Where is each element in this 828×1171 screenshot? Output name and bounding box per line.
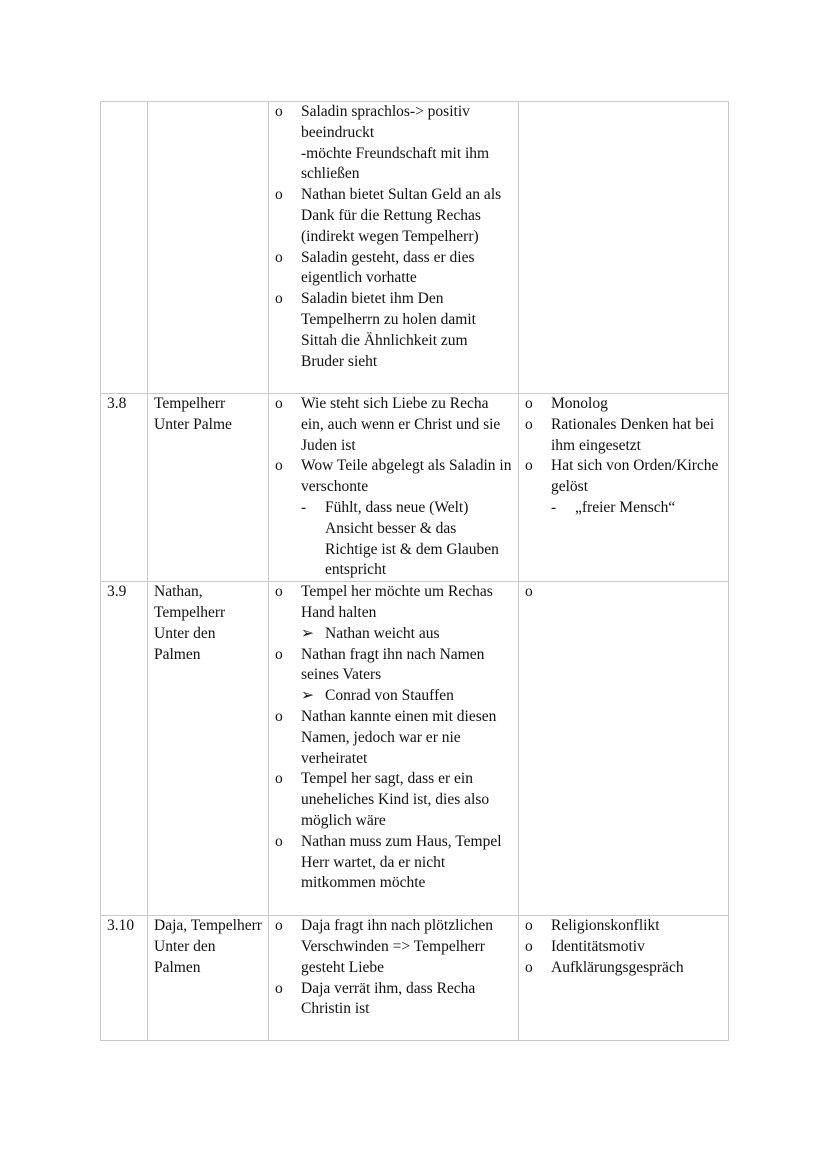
item-text: Daja verrät ihm, dass Recha Christin ist: [301, 979, 476, 1018]
scene-number-cell: [101, 394, 148, 582]
list-item: [275, 102, 512, 185]
list-item: [275, 582, 512, 624]
table-row: [101, 102, 729, 394]
sub-item: [551, 498, 722, 519]
content-list: [275, 916, 512, 1020]
list-item: [525, 394, 722, 415]
scene-number-cell: [101, 916, 148, 1041]
persons-cell: [148, 916, 269, 1041]
arrow-marker-icon: ➢: [301, 687, 314, 705]
item-text: Tempel her möchte um Rechas Hand halten: [301, 583, 493, 621]
item-text: Tempel her sagt, dass er ein uneheliches Kind ist, dies also möglich wäre: [301, 770, 490, 829]
content-cell: [269, 916, 519, 1041]
item-text: Nathan fragt ihn nach Namen seines Vaters: [301, 645, 485, 684]
list-item: [275, 394, 512, 456]
sub-item: [301, 624, 512, 645]
content-list: [275, 102, 512, 372]
list-item: [275, 289, 512, 372]
list-item: [275, 645, 512, 687]
notes-list: [525, 916, 722, 978]
list-item: [275, 185, 512, 247]
table-row: [101, 582, 729, 916]
content-list: [275, 394, 512, 498]
scene-table: [100, 101, 729, 1041]
sub-item-text: Fühlt, dass neue (Welt) Ansicht besser & das Richtige ist & dem Glauben entspricht: [325, 498, 499, 579]
persons-text: Nathan, Tempelherr Unter den Palmen: [154, 583, 226, 663]
list-item: [275, 456, 512, 498]
content-list: [275, 582, 512, 624]
item-text: Nathan bietet Sultan Geld an als Dank für die Rettung Rechas (indirekt wegen Tempelherr): [301, 186, 502, 245]
list-item: [275, 916, 512, 978]
dash-marker: -: [301, 498, 307, 516]
persons-text: Daja, Tempelherr Unter den Palmen: [154, 917, 262, 976]
item-text: Aufklärungsgespräch: [551, 958, 684, 976]
item-text: Saladin bietet ihm Den Tempelherrn zu holen damit Sittah die Ähnlichkeit zum Bruder sieht: [301, 290, 476, 370]
list-item: [525, 937, 722, 958]
list-item: [275, 707, 512, 769]
table-row: [101, 916, 729, 1041]
scene-number-cell: [101, 102, 148, 394]
content-cell: [269, 582, 519, 916]
list-item: [525, 415, 722, 457]
notes-cell: [519, 582, 729, 916]
scene-number: 3.8: [107, 395, 127, 412]
scene-number: 3.9: [107, 583, 127, 601]
content-list: [275, 707, 512, 894]
notes-cell: [519, 394, 729, 582]
content-cell: [269, 394, 519, 582]
scene-number: 3.10: [107, 917, 135, 935]
arrow-marker-icon: ➢: [301, 624, 314, 642]
item-text: Nathan muss zum Haus, Tempel Herr wartet, da er nicht mitkommen möchte: [301, 832, 502, 892]
list-item: [275, 979, 512, 1021]
item-text: Nathan kannte einen mit diesen Namen, jedoch war er nie verheiratet: [301, 707, 497, 767]
sub-item-text: Nathan weicht aus: [325, 624, 440, 642]
persons-cell: [148, 394, 269, 582]
notes-cell: [519, 916, 729, 1041]
item-text: Wow Teile abgelegt als Saladin in verschonte: [301, 457, 512, 496]
item-text: Daja fragt ihn nach plötzlichen Verschwinden => Tempelherr gesteht Liebe: [301, 917, 493, 976]
persons-cell: [148, 582, 269, 916]
persons-cell: [148, 102, 269, 394]
sub-item: [301, 686, 512, 707]
notes-list: [525, 394, 722, 498]
persons-text: Tempelherr Unter Palme: [154, 395, 232, 433]
content-cell: [269, 102, 519, 394]
list-item: [525, 958, 722, 979]
list-item: [525, 916, 722, 937]
list-item: [275, 769, 512, 831]
sub-item: [301, 498, 512, 581]
item-extra-text: -möchte Freundschaft mit ihm schließen: [301, 144, 490, 183]
scene-number-cell: [101, 582, 148, 916]
sub-item-text: Conrad von Stauffen: [325, 687, 454, 705]
content-list: [275, 645, 512, 687]
item-text: Rationales Denken hat bei ihm eingesetzt: [551, 415, 715, 454]
dash-marker: -: [551, 498, 557, 516]
item-text: Saladin sprachlos-> positiv beeindruckt: [301, 103, 470, 141]
item-text: Monolog: [551, 395, 608, 412]
item-text: Identitätsmotiv: [551, 937, 645, 955]
item-text: Saladin gesteht, dass er dies eigentlich vorhatte: [301, 248, 475, 287]
notes-cell: [519, 102, 729, 394]
item-text: Religionskonflikt: [551, 917, 660, 935]
item-text: Wie steht sich Liebe zu Recha ein, auch wenn er Christ und sie Juden ist: [301, 395, 501, 454]
sub-item-text: „freier Mensch“: [575, 498, 676, 516]
item-text: Hat sich von Orden/Kirche gelöst: [551, 457, 719, 496]
list-item: [275, 248, 512, 290]
list-item: [275, 832, 512, 894]
list-item: [525, 456, 722, 498]
table-row: [101, 394, 729, 582]
